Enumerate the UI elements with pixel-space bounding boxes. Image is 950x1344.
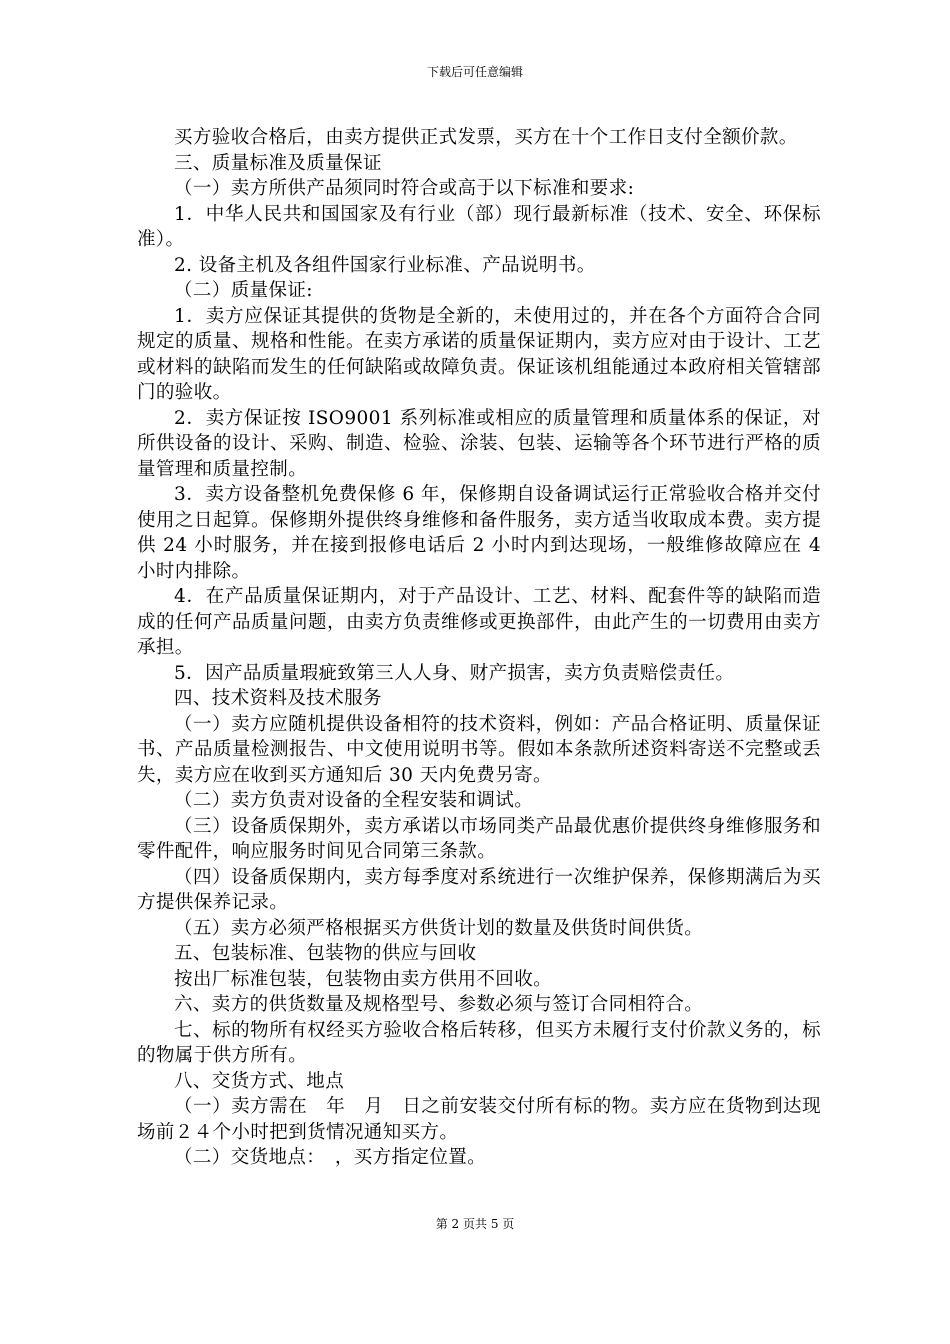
paragraph: （三）设备质保期外，卖方承诺以市场同类产品最优惠价提供终身维修服务和零件配件，响应服务时间见合同第三条款。	[137, 815, 821, 862]
page-footer: 第 2 页共 5 页	[435, 1217, 515, 1231]
section-heading: 六、卖方的供货数量及规格型号、参数必须与签订合同相符合。	[174, 994, 704, 1015]
paragraph: 买方验收合格后，由卖方提供正式发票，买方在十个工作日支付全额价款。	[174, 127, 798, 148]
paragraph: 2．卖方保证按 ISO9001 系列标准或相应的质量管理和质量体系的保证，对所供设备的设计、采购、制造、检验、涂装、包装、运输等各个环节进行严格的质量管理和质量控制。	[137, 407, 821, 480]
paragraph: （五）卖方必须严格根据买方供货计划的数量及供货时间供货。	[174, 917, 704, 939]
paragraph: （一）卖方需在 年 月 日之前安装交付所有标的物。卖方应在货物到达现场前２４个小时把到货情况通知买方。	[137, 1096, 821, 1143]
paragraph: （二）卖方负责对设备的全程安装和调试。	[174, 790, 534, 811]
section-heading: 三、质量标准及质量保证	[174, 152, 382, 174]
paragraph: 5．因产品质量瑕疵致第三人人身、财产损害，卖方负责赔偿责任。	[174, 662, 735, 684]
document-body	[137, 125, 821, 1171]
paragraph: 1．卖方应保证其提供的货物是全新的，未使用过的，并在各个方面符合合同规定的质量、规格和性能。在卖方承诺的质量保证期内，卖方应对由于设计、工艺或材料的缺陷而发生的任何缺陷或故障负责。保证该机组能通过本政府相关管辖部门的验收。	[137, 305, 821, 403]
subsection-heading: （一）卖方所供产品须同时符合或高于以下标准和要求:	[174, 178, 635, 199]
subsection-heading: （二）质量保证:	[174, 280, 313, 301]
paragraph: 按出厂标准包装，包装物由卖方供用不回收。	[174, 968, 553, 990]
paragraph: （四）设备质保期内，卖方每季度对系统进行一次维护保养，保修期满后为买方提供保养记录。	[137, 866, 821, 913]
page-header: 下载后可任意编辑	[426, 65, 523, 79]
paragraph: 3．卖方设备整机免费保修 6 年，保修期自设备调试运行正常验收合格并交付使用之日起算。保修期外提供终身维修和备件服务，卖方适当收取成本费。卖方提供 24 小时服务，并在接到报修电话后 2 小时内到达现场，一般维修故障应在 4 小时内排除。	[137, 484, 821, 582]
paragraph: （一）卖方应随机提供设备相符的技术资料，例如：产品合格证明、质量保证书、产品质量检测报告、中文使用说明书等。假如本条款所述资料寄送不完整或丢失，卖方应在收到买方通知后 30 天内免费另寄。	[137, 713, 821, 786]
section-heading: 四、技术资料及技术服务	[174, 688, 382, 709]
section-heading: 七、标的物所有权经买方验收合格后转移，但买方未履行支付价款义务的，标的物属于供方所有。	[137, 1019, 821, 1066]
paragraph: （二）交货地点： ，买方指定位置。	[174, 1147, 487, 1168]
paragraph: 4．在产品质量保证期内，对于产品设计、工艺、材料、配套件等的缺陷而造成的任何产品质量问题，由卖方负责维修或更换部件，由此产生的一切费用由卖方承担。	[137, 586, 821, 658]
section-heading: 五、包装标准、包装物的供应与回收	[174, 943, 477, 964]
paragraph: 2. 设备主机及各组件国家行业标准、产品说明书。	[174, 254, 596, 276]
section-heading: 八、交货方式、地点	[174, 1070, 345, 1092]
paragraph: 1．中华人民共和国国家及有行业（部）现行最新标准（技术、安全、环保标准）。	[137, 203, 821, 250]
